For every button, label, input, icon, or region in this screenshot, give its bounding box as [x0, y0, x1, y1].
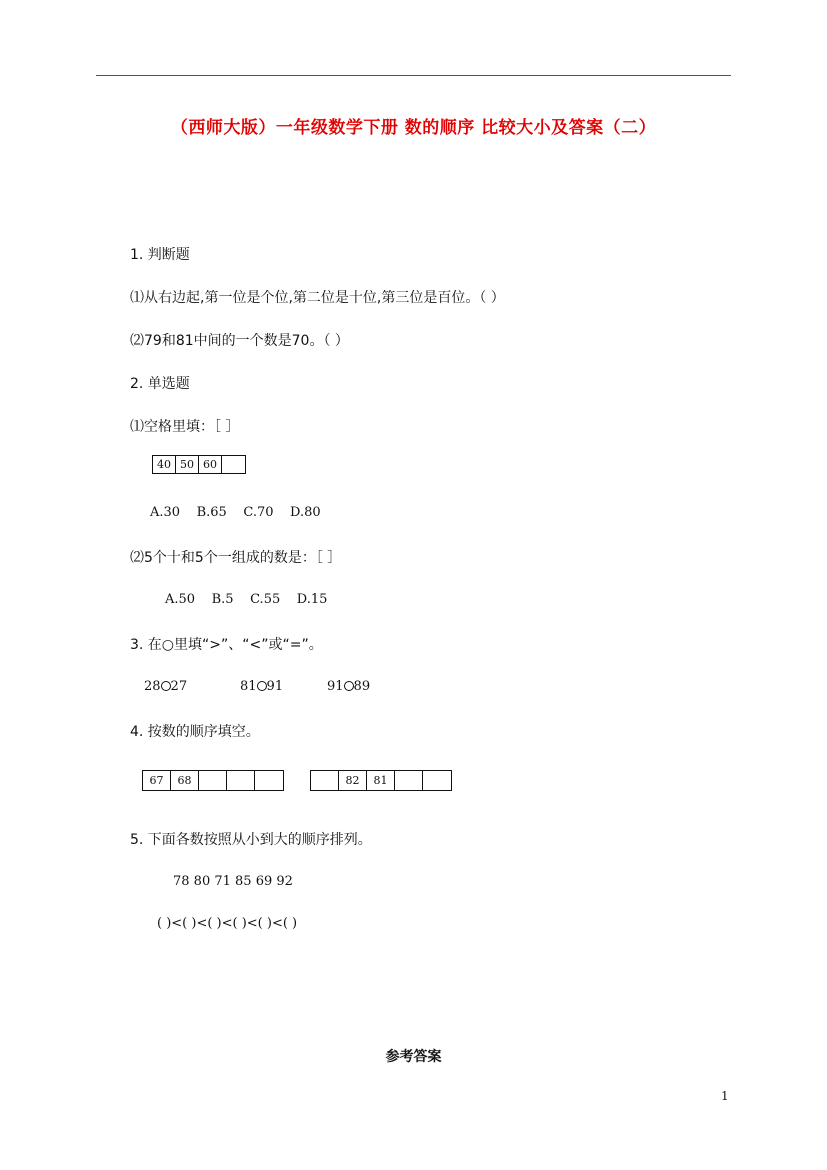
- compare-left: 28: [144, 679, 161, 694]
- sequence-box: 81: [367, 771, 395, 790]
- number-box: [222, 456, 245, 473]
- circle-blank: [161, 681, 171, 691]
- q4-heading: 4. 按数的顺序填空。: [130, 724, 260, 740]
- comparison-item: [144, 679, 187, 694]
- q2-heading: 2. 单选题: [130, 376, 190, 392]
- compare-right: 89: [353, 679, 371, 694]
- q1-item-2: ⑵79和81中间的一个数是70。（ ）: [130, 333, 349, 349]
- answers-heading: 参考答案: [385, 1049, 442, 1065]
- comparison-item: [327, 679, 370, 694]
- compare-left: 91: [327, 679, 344, 694]
- q5-numbers: 78 80 71 85 69 92: [173, 874, 293, 889]
- q1-item-1: ⑴从右边起,第一位是个位,第二位是十位,第三位是百位。（ ）: [130, 290, 505, 306]
- q3-heading: 3. 在○里填“>”、“<”或“=”。: [130, 637, 323, 653]
- sequence-box: 82: [339, 771, 367, 790]
- number-box: 40: [153, 456, 176, 473]
- compare-left: 81: [240, 679, 257, 694]
- sequence-box: [227, 771, 255, 790]
- q2-options-1: A.30 B.65 C.70 D.80: [150, 505, 321, 520]
- q2-item-1: ⑴空格里填：［ ］: [130, 419, 240, 435]
- sequence-box: 67: [143, 771, 171, 790]
- circle-blank: [257, 681, 267, 691]
- q2-options-2: A.50 B.5 C.55 D.15: [165, 592, 328, 607]
- page-title: （西师大版）一年级数学下册 数的顺序 比较大小及答案（二）: [170, 118, 657, 138]
- comparison-item: [240, 679, 283, 694]
- compare-right: 91: [266, 679, 284, 694]
- q4-sequence-row-1: [142, 770, 284, 791]
- q2-number-boxes: [152, 455, 246, 474]
- q2-item-2: ⑵5个十和5个一组成的数是：［ ］: [130, 550, 342, 566]
- sequence-box: [255, 771, 283, 790]
- q5-heading: 5. 下面各数按照从小到大的顺序排列。: [130, 832, 372, 848]
- q4-sequence-row-2: [310, 770, 452, 791]
- q1-heading: 1. 判断题: [130, 247, 190, 263]
- page-number: 1: [721, 1089, 729, 1103]
- circle-blank: [344, 681, 354, 691]
- q5-blanks: ( )<( )<( )<( )<( )<( ): [157, 916, 298, 931]
- header-rule: [96, 75, 731, 76]
- number-box: 50: [176, 456, 199, 473]
- sequence-box: [311, 771, 339, 790]
- sequence-box: [395, 771, 423, 790]
- sequence-box: [423, 771, 451, 790]
- sequence-box: 68: [171, 771, 199, 790]
- compare-right: 27: [170, 679, 188, 694]
- number-box: 60: [199, 456, 222, 473]
- sequence-box: [199, 771, 227, 790]
